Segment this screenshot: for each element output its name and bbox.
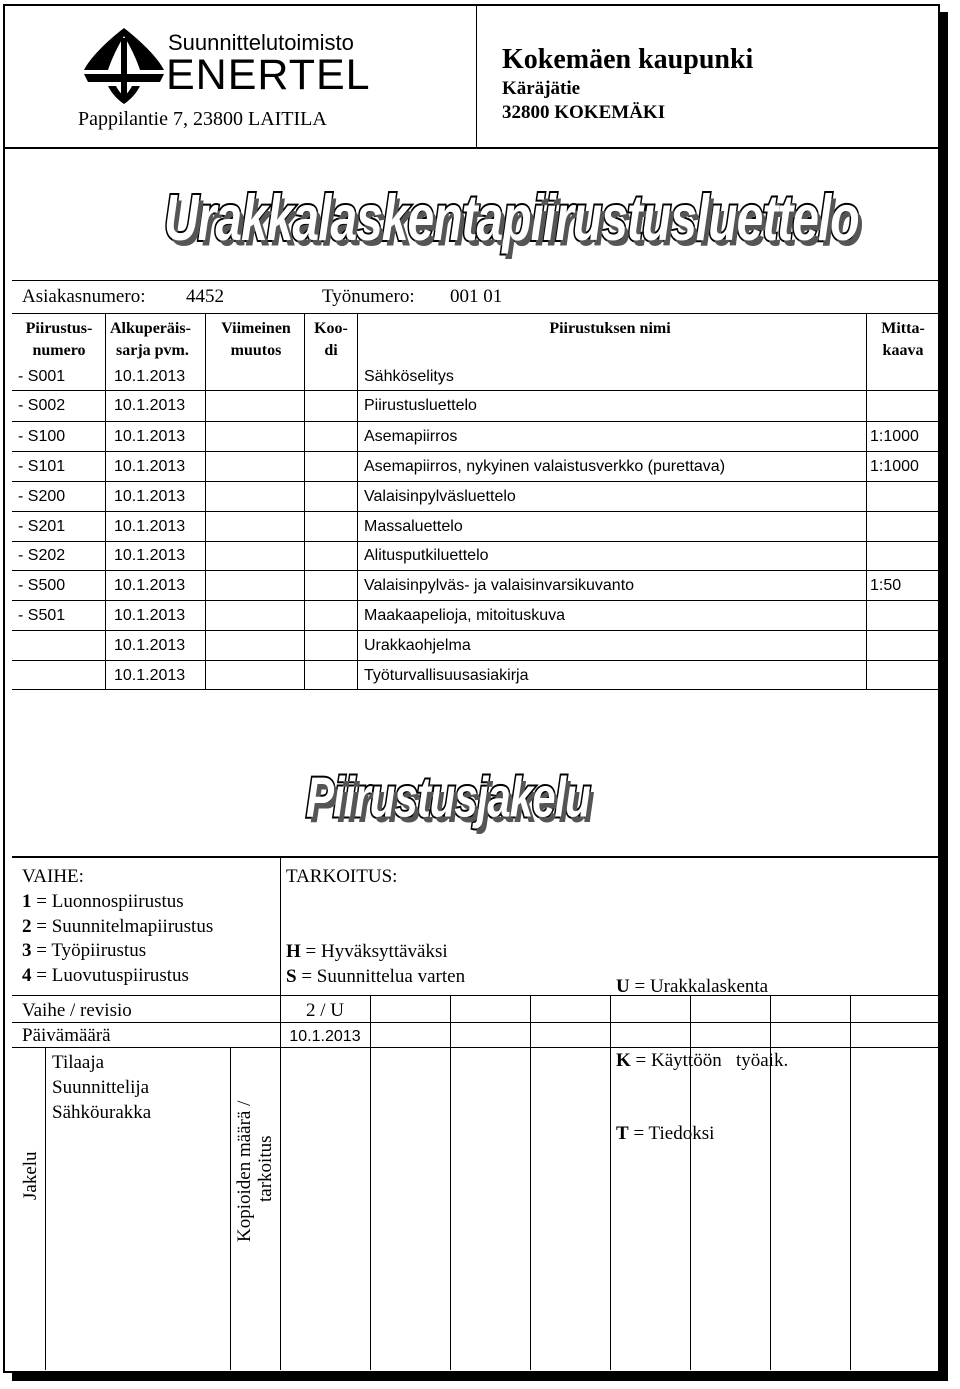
job-number-label: Työnumero: [322,286,415,307]
recipient-item: Sähköurakka [52,1102,152,1123]
company-address: Pappilantie 7, 23800 LAITILA [78,108,327,130]
copies-col-divider [230,1047,231,1370]
distribution-col-divider [610,995,611,1370]
phase-revision-label: Vaihe / revisio [22,1000,132,1021]
copies-label-line1: Kopioiden määrä / [234,1100,255,1242]
col-header-drawing-number: Piirustus- numero [25,320,93,359]
distribution-col-divider [370,995,371,1370]
copies-label-line2: tarkoitus [255,1135,276,1202]
client-city: 32800 KOKEMÄKI [502,102,666,123]
row-line [12,511,938,512]
customer-number-value: 4452 [186,286,224,307]
phase-legend: 1 = Luonnospiirustus 2 = Suunnitelmapiirustus 3 = Työpiirustus 4 = Luovutuspiirustus [22,891,214,986]
date-value: 10.1.2013 [289,1028,361,1045]
company-big-name: ENERTEL [166,51,371,99]
table-row: - S100 10.1.2013 Asemapiirros 1:1000 [18,428,919,445]
page-shadow-right [940,12,948,1380]
job-number-value: 001 01 [450,286,503,307]
row-line [12,481,938,482]
table-row: - S002 10.1.2013 Piirustusluettelo [18,397,477,414]
table-row: - S500 10.1.2013 Valaisinpylväs- ja valaisinvarsikuvanto 1:50 [18,577,902,594]
table-row: - S001 10.1.2013 Sähköselitys [18,368,454,385]
page-title: Urakkalaskentapiirustusluettelo [164,183,859,255]
page-shadow-bottom [12,1373,948,1381]
header-divider [476,6,477,148]
client-name: Kokemäen kaupunki [502,44,754,75]
table-row: 10.1.2013 Työturvallisuusasiakirja [114,667,529,684]
company-small-name: Suunnittelutoimisto [168,30,354,55]
col-header-code: Koo- di [314,320,348,359]
recipient-list [52,1050,151,1125]
recipient-col-divider [45,1047,46,1370]
row-line [12,660,938,661]
enertel-logo-icon [78,24,170,106]
col-header-orig-date: Alkuperäis- sarja pvm. [110,320,191,359]
col-header-scale: Mitta- kaava [881,320,925,359]
distribution-col-divider [450,995,451,1370]
table-row: - S101 10.1.2013 Asemapiirros, nykyinen valaistusverkko (purettava) 1:1000 [18,458,919,475]
date-label: Päivämäärä [22,1025,111,1046]
row-line [12,600,938,601]
table-row: - S201 10.1.2013 Massaluettelo [18,518,463,535]
row-line [12,390,938,391]
header-bottom-line [5,147,938,149]
table-row: - S200 10.1.2013 Valaisinpylväsluettelo [18,488,516,505]
phase-revision-value: 2 / U [306,1000,344,1021]
distribution-title: Piirustusjakelu [306,765,590,829]
client-street: Käräjätie [502,78,581,99]
recipient-item: Suunnittelija [52,1077,150,1098]
row-line [12,570,938,571]
info-top-line [12,280,938,281]
table-row: - S501 10.1.2013 Maakaapelioja, mitoituskuva [18,607,565,624]
purpose-legend-right: U = Urakkalaskenta K = Käyttöön työaik. T = Tiedoksi [616,976,789,1144]
distribution-col-divider [280,856,281,1370]
distribution-col-divider [850,995,851,1370]
date-line [12,1047,938,1048]
row-line [12,421,938,422]
table-row: 10.1.2013 Urakkaohjelma [114,637,471,654]
distribution-side-label: Jakelu [20,1151,41,1200]
row-line [12,541,938,542]
distribution-col-divider [530,995,531,1370]
distribution-top-line [12,856,938,858]
phase-title: VAIHE: [22,866,84,887]
revision-top-line [12,995,938,996]
col-header-last-change: Viimeinen muutos [221,320,291,359]
table-bottom-line [12,689,938,690]
col-header-name: Piirustuksen nimi [549,320,671,337]
purpose-title: TARKOITUS: [286,866,398,887]
customer-number-label: Asiakasnumero: [22,286,146,307]
recipient-item: Tilaaja [52,1052,105,1073]
row-line [12,451,938,452]
row-line [12,630,938,631]
revision-line [12,1022,938,1023]
purpose-legend-left: H = Hyväksyttäväksi S = Suunnittelua varten [286,941,466,987]
info-bottom-line [12,313,938,314]
table-row: - S202 10.1.2013 Alitusputkiluettelo [18,547,489,564]
